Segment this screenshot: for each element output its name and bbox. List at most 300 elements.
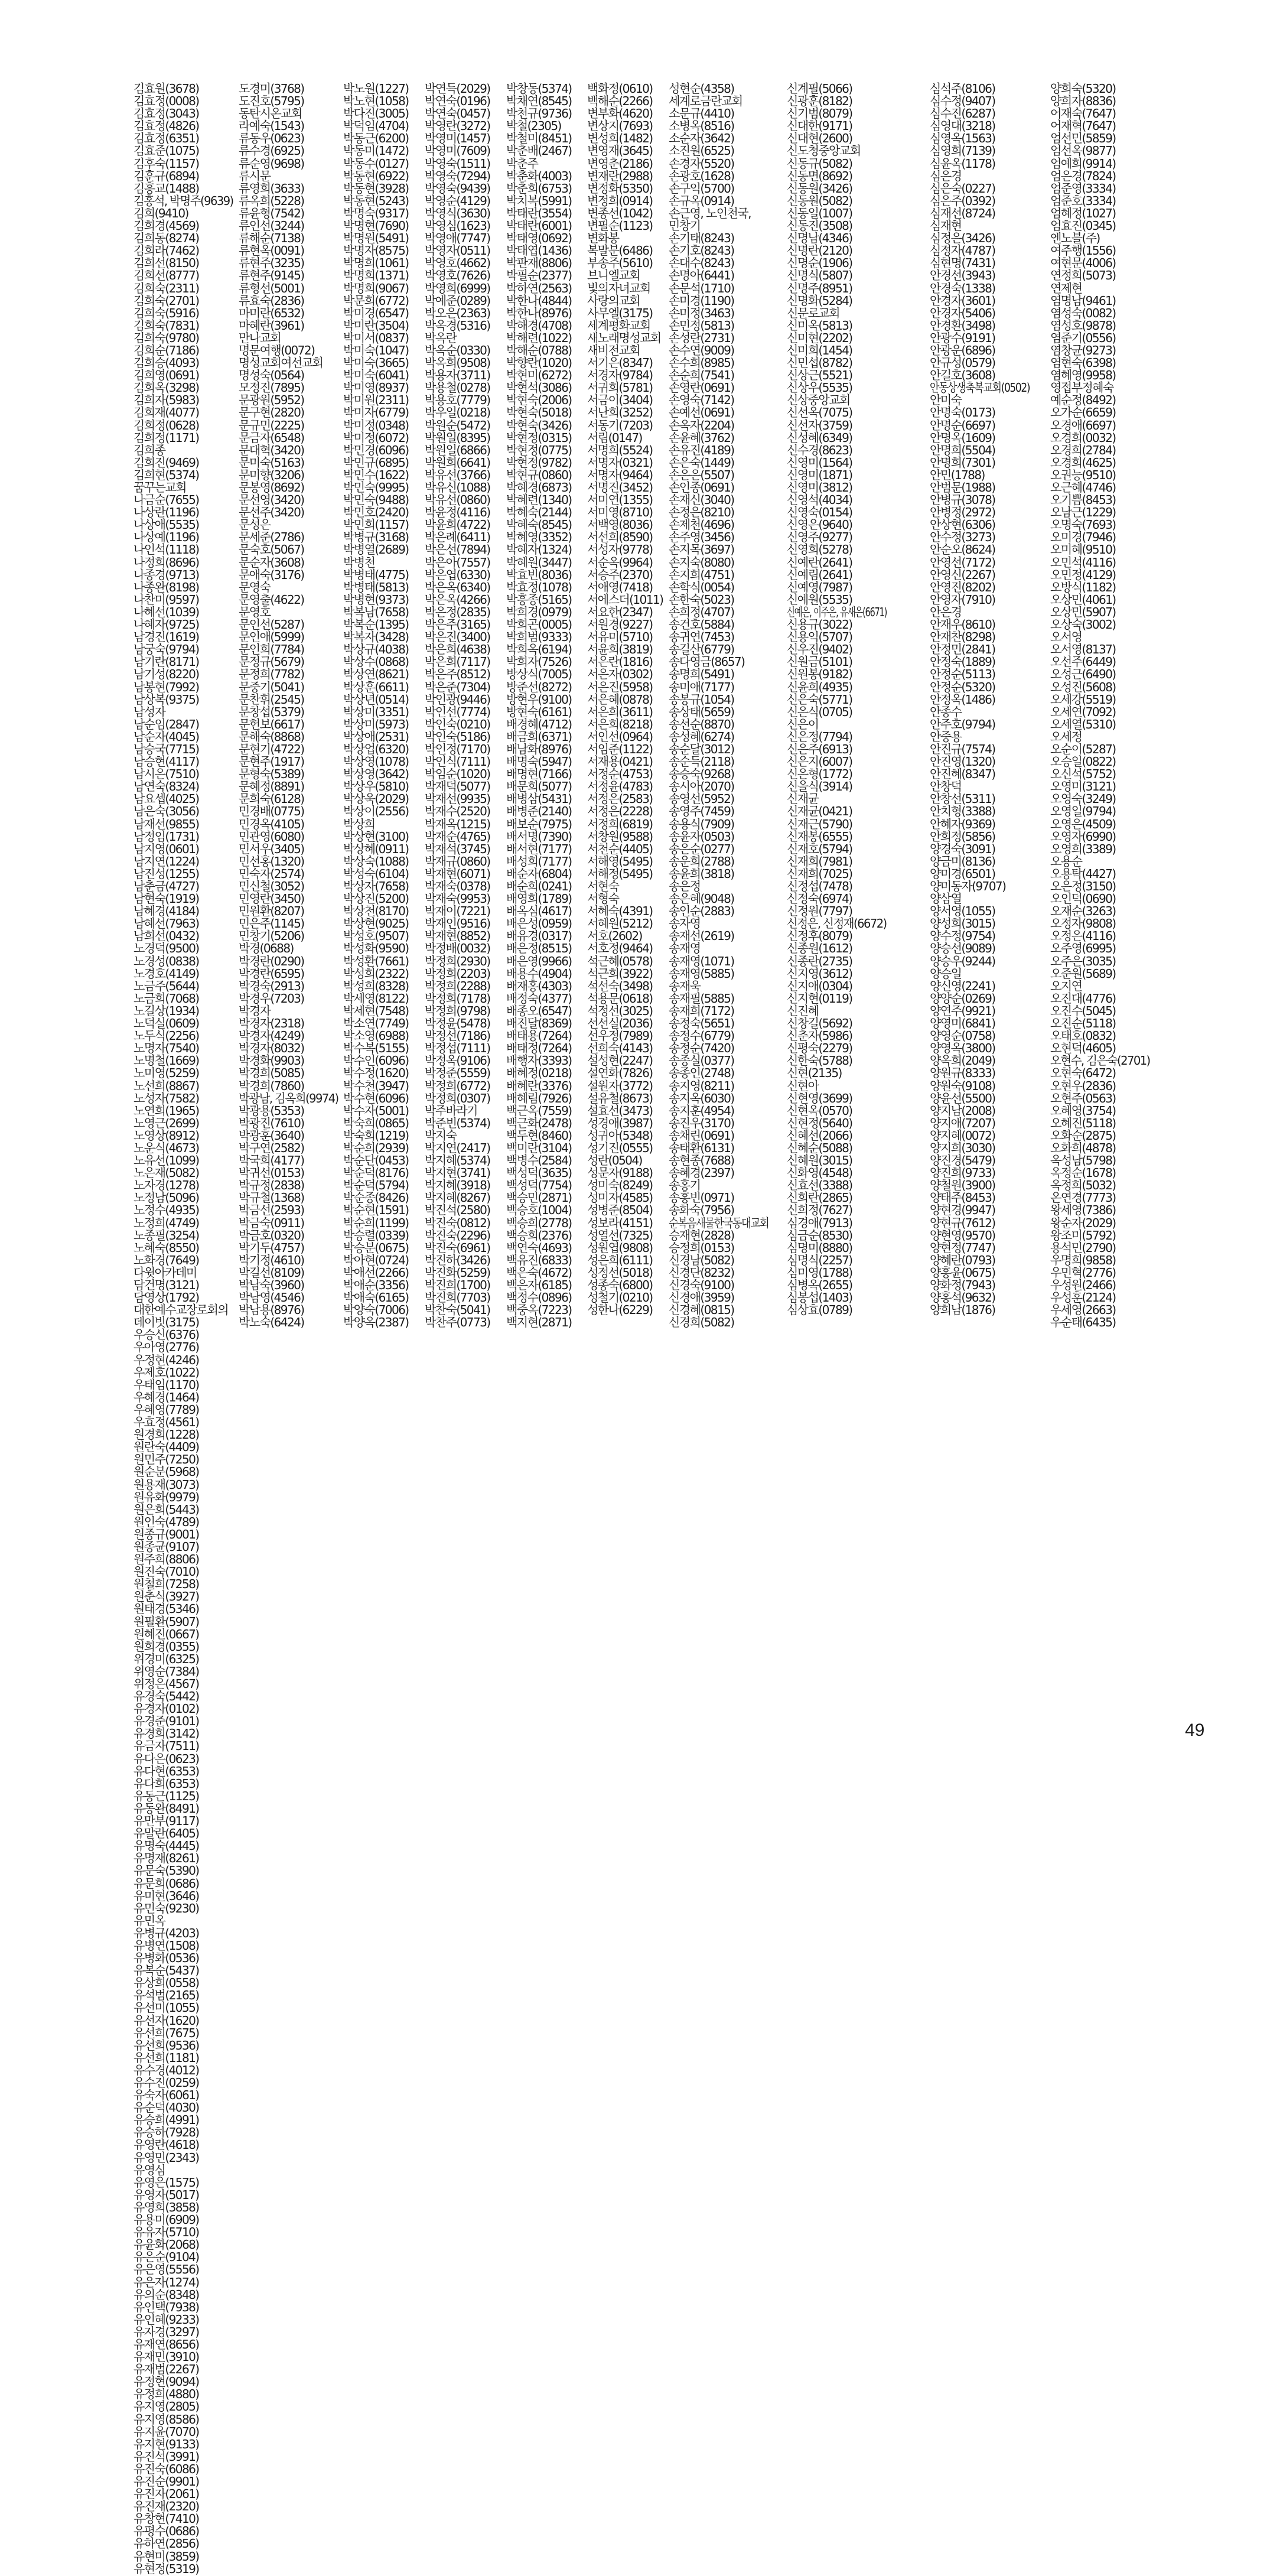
- donor-name-entry: 송채린(0691): [668, 1128, 734, 1143]
- donor-name-entry: 서은희(3611): [587, 704, 653, 719]
- donor-name-entry: 안범문(1988): [930, 480, 995, 495]
- donor-name-entry: 박문희(6772): [343, 293, 409, 308]
- donor-name-entry: 신영미(1871): [787, 467, 852, 482]
- donor-name-entry: 박승렬(0339): [343, 1228, 409, 1243]
- donor-name-entry: 박민수(1622): [343, 467, 409, 482]
- donor-name-entry: 양지혜(0072): [930, 1128, 995, 1143]
- donor-name-entry: 손성란(2731): [668, 330, 734, 345]
- donor-name-entry: 나종경(9713): [133, 567, 199, 582]
- donor-name-entry: 신예란(2641): [787, 555, 852, 570]
- donor-name-entry: 류현옥(0091): [238, 243, 304, 258]
- donor-name-entry: 박정희(0307): [424, 1091, 490, 1105]
- donor-name-entry: 심병옥(2655): [787, 1278, 852, 1292]
- donor-name-entry: 양영순(0758): [930, 1029, 995, 1043]
- donor-name-entry: 문현기(4722): [238, 741, 304, 756]
- donor-name-entry: 박순현(1591): [343, 1203, 409, 1218]
- donor-name-entry: 박은옥(6340): [424, 580, 490, 594]
- donor-name-entry: 유자경(3297): [133, 2324, 199, 2339]
- donor-name-entry: 백성덕(3635): [506, 1166, 572, 1180]
- donor-name-entry: 유하연(2856): [133, 2536, 199, 2551]
- donor-name-entry: 심경애(7913): [787, 1215, 852, 1230]
- donor-name-entry: 박순덕(8176): [343, 1166, 409, 1180]
- donor-name-entry: 남정임(1731): [133, 829, 199, 844]
- donor-name-entry: 오주영(6995): [1050, 941, 1116, 956]
- donor-name-entry: 오용탁(4427): [1050, 866, 1116, 881]
- donor-name-entry: 신윤희(4935): [787, 679, 852, 694]
- donor-name-entry: 석근희(3922): [587, 966, 653, 981]
- donor-name-entry: 박은옥(4266): [424, 592, 490, 607]
- donor-name-entry: 민신철(3052): [238, 879, 304, 893]
- donor-name-entry: 송윤희(3818): [668, 866, 734, 881]
- donor-name-entry: 안병정(2972): [930, 505, 995, 520]
- donor-name-entry: 박영순(4129): [424, 193, 490, 208]
- donor-name-entry: 송종실(0377): [668, 1053, 734, 1068]
- donor-name-entry: 왕세영(7386): [1050, 1203, 1116, 1218]
- donor-name-entry: 신명순(1906): [787, 256, 852, 271]
- donor-name-entry: 박명희(1371): [343, 268, 409, 283]
- donor-name-entry: 오영은(4509): [1050, 817, 1116, 831]
- donor-name-entry: 배진달(8369): [506, 1016, 572, 1031]
- donor-name-entry: 라예숙(1543): [238, 119, 304, 134]
- donor-name-entry: 원종균(9107): [133, 1539, 199, 1554]
- donor-name-entry: 심봉섭(1403): [787, 1290, 852, 1305]
- donor-name-entry: 박유선(3766): [424, 467, 490, 482]
- donor-name-entry: 안희정(5856): [930, 829, 995, 844]
- donor-name-entry: 박영애(7747): [424, 231, 490, 246]
- donor-name-entry: 신은주(6913): [787, 741, 852, 756]
- donor-name-entry: 심영옥(1563): [930, 131, 995, 146]
- donor-name-entry: 박태영(0692): [506, 231, 572, 246]
- donor-name-entry: 방상식(7005): [506, 667, 572, 682]
- donor-name-entry: 우제호(1022): [133, 1365, 199, 1380]
- donor-name-entry: 박성환(7661): [343, 954, 409, 968]
- donor-name-entry: 성열선(7325): [587, 1228, 653, 1243]
- donor-name-entry: 박경자(8032): [238, 1041, 304, 1056]
- donor-name-entry: 유승하(7928): [133, 2125, 199, 2140]
- donor-name-entry: 송상태(5659): [668, 704, 734, 719]
- donor-name-entry: 어재숙(7647): [1050, 106, 1116, 121]
- donor-name-entry: 성현순(4358): [668, 82, 734, 96]
- donor-name-entry: 송화숙(7956): [668, 1203, 734, 1218]
- donor-name-entry: 김희선(8150): [133, 256, 199, 271]
- donor-name-entry: 박상우(5810): [343, 779, 409, 794]
- donor-name-entry: 문영숙: [238, 580, 270, 594]
- donor-name-entry: 신지애(0304): [787, 978, 852, 993]
- donor-name-entry: 서동기(7203): [587, 418, 653, 432]
- donor-name-entry: 손인종(0691): [668, 480, 734, 495]
- donor-name-entry: 박재선(9935): [424, 792, 490, 806]
- donor-name-entry: 박미숙(3665): [343, 356, 409, 370]
- donor-name-entry: 김희동(8274): [133, 231, 199, 246]
- donor-name-entry: 박찬숙(5041): [424, 1303, 490, 1318]
- donor-name-entry: 서호(2602): [587, 929, 643, 944]
- donor-name-entry: 나상애(5535): [133, 518, 199, 532]
- donor-name-entry: 성경애(3987): [587, 1115, 653, 1130]
- donor-name-entry: 원은희(5443): [133, 1502, 199, 1517]
- donor-name-entry: 송명희(5491): [668, 667, 734, 682]
- donor-name-entry: 신원금(5101): [787, 655, 852, 669]
- donor-name-entry: 남순임(2847): [133, 717, 199, 731]
- donor-name-entry: 남혜경(4184): [133, 904, 199, 919]
- donor-name-entry: 서애영(7418): [587, 580, 653, 594]
- donor-name-entry: 신재균: [787, 792, 819, 806]
- donor-name-entry: 박지숙: [424, 1128, 457, 1143]
- donor-name-entry: 박진숙(2296): [424, 1228, 490, 1243]
- donor-name-entry: 원유화(9979): [133, 1489, 199, 1504]
- donor-name-entry: 민숙자(2574): [238, 866, 304, 881]
- donor-name-entry: 염현숙(6398): [1050, 356, 1116, 370]
- donor-name-entry: 박혜영(3352): [506, 530, 572, 545]
- donor-name-entry: 나찬미(9597): [133, 592, 199, 607]
- donor-name-entry: 신미희(1454): [787, 343, 852, 357]
- donor-name-entry: 오진순(5118): [1050, 1016, 1116, 1031]
- donor-name-entry: 백유진(6833): [506, 1253, 572, 1267]
- donor-name-entry: 신정후(8079): [787, 929, 852, 944]
- donor-name-entry: 신상우(5535): [787, 380, 852, 395]
- donor-name-entry: 신지영(3612): [787, 966, 852, 981]
- donor-name-entry: 박동현(6922): [343, 168, 409, 183]
- donor-name-entry: 신용규(3022): [787, 617, 852, 632]
- donor-name-entry: 심금순(8530): [787, 1228, 852, 1243]
- donor-name-entry: 박상희: [343, 817, 375, 831]
- donor-name-entry: 모정진(7895): [238, 380, 304, 395]
- donor-name-entry: 손미경(1190): [668, 293, 734, 308]
- donor-name-entry: 송재선(2619): [668, 929, 734, 944]
- donor-name-entry: 안혜자(9369): [930, 817, 995, 831]
- donor-name-entry: 신경혜(0815): [668, 1303, 734, 1318]
- donor-name-entry: 남연숙(8324): [133, 779, 199, 794]
- donor-name-entry: 도진호(5795): [238, 94, 304, 109]
- donor-name-entry: 노정희(4749): [133, 1215, 199, 1230]
- donor-name-entry: 배병준(2140): [506, 804, 572, 819]
- donor-name-entry: 서혜원(5212): [587, 916, 653, 931]
- donor-name-entry: 민원환(8207): [238, 904, 304, 919]
- name-column: [669, 83, 787, 1329]
- donor-name-entry: 심은경: [930, 168, 962, 183]
- donor-name-entry: 오현수, 김은숙(2701): [1050, 1053, 1151, 1068]
- donor-name-entry: 박미란(3504): [343, 318, 409, 333]
- donor-name-entry: 나상예(1196): [133, 530, 199, 545]
- donor-name-entry: 김희라(7462): [133, 243, 199, 258]
- donor-name-entry: 박정섭(7111): [424, 1041, 490, 1056]
- donor-name-entry: 류형선(5001): [238, 281, 304, 295]
- donor-name-entry: 송정숙(5651): [668, 1016, 734, 1031]
- donor-name-entry: 배경혜(4712): [506, 717, 572, 731]
- donor-name-entry: 박동근(6200): [343, 131, 409, 146]
- donor-name-entry: 배남화(8976): [506, 741, 572, 756]
- donor-name-entry: 박희곤(0005): [506, 617, 572, 632]
- donor-name-entry: 유경준(9101): [133, 1714, 199, 1729]
- donor-name-entry: 손미정(3463): [668, 305, 734, 320]
- donor-name-entry: 만나교회: [238, 330, 281, 345]
- donor-name-entry: 류인선(3244): [238, 219, 304, 233]
- donor-name-entry: 엄선옥(9877): [1050, 144, 1116, 158]
- donor-name-entry: 양금미(8136): [930, 854, 995, 869]
- donor-name-entry: 박정희(7178): [424, 991, 490, 1006]
- donor-name-entry: 성병준(8504): [587, 1203, 653, 1218]
- donor-name-entry: 박윤희(4722): [424, 518, 490, 532]
- donor-name-entry: 남혜선(7963): [133, 916, 199, 931]
- donor-name-entry: 박희범(9333): [506, 630, 572, 645]
- donor-name-entry: 박정희(2203): [424, 966, 490, 981]
- donor-name-entry: 박현미(6272): [506, 368, 572, 383]
- donor-name-entry: 민창기: [668, 219, 701, 233]
- donor-name-entry: 박경희(7860): [238, 1078, 304, 1093]
- donor-name-entry: 안수정(3273): [930, 530, 995, 545]
- donor-name-entry: 신현영(3699): [787, 1091, 852, 1105]
- donor-name-entry: 양승우(9244): [930, 954, 995, 968]
- donor-name-entry: 우정현(4246): [133, 1352, 199, 1367]
- donor-name-entry: 유수경(4012): [133, 2063, 199, 2077]
- donor-name-entry: 박미숙(1047): [343, 343, 409, 357]
- donor-name-entry: 박지혜(5374): [424, 1153, 490, 1168]
- donor-name-entry: 설성현(2247): [587, 1053, 653, 1068]
- donor-name-entry: 신동진(3508): [787, 219, 852, 233]
- donor-name-entry: 유은순(9104): [133, 2250, 199, 2265]
- donor-name-entry: 류효숙(2836): [238, 293, 304, 308]
- donor-name-entry: 성보라(4151): [587, 1215, 653, 1230]
- donor-name-entry: 박혜자(1324): [506, 542, 572, 557]
- donor-name-entry: 오경희(2784): [1050, 443, 1116, 457]
- donor-name-entry: 유재범(2267): [133, 2362, 199, 2377]
- donor-name-entry: 박영란(3272): [424, 119, 490, 134]
- donor-name-entry: 박상천(8170): [343, 904, 409, 919]
- donor-name-entry: 오화희(4878): [1050, 1140, 1116, 1155]
- donor-name-entry: 박숙희(0865): [343, 1115, 409, 1130]
- donor-name-entry: 박은준(7304): [424, 679, 490, 694]
- donor-name-entry: 서창원(9588): [587, 829, 653, 844]
- donor-name-entry: 남경진(1619): [133, 630, 199, 645]
- donor-name-entry: 노영상(8912): [133, 1128, 199, 1143]
- donor-name-entry: 원종규(9001): [133, 1527, 199, 1541]
- donor-name-entry: 신한숙(5788): [787, 1053, 852, 1068]
- donor-name-entry: 유윤화(2068): [133, 2237, 199, 2252]
- donor-name-entry: 박애선(2266): [343, 1265, 409, 1280]
- donor-name-entry: 박국희(4177): [238, 1153, 304, 1168]
- donor-name-entry: 선우정(7989): [587, 1029, 653, 1043]
- donor-name-entry: 유의순(8348): [133, 2287, 199, 2302]
- donor-name-entry: 배은영(9966): [506, 954, 572, 968]
- donor-name-entry: 안병규(3078): [930, 493, 995, 508]
- donor-name-entry: 안주호(9794): [930, 717, 995, 731]
- donor-name-entry: 서은혜(0878): [587, 692, 653, 707]
- donor-name-entry: 양지애(7207): [930, 1115, 995, 1130]
- donor-name-entry: 신예원(5535): [787, 592, 852, 607]
- donor-name-entry: 양성희(3015): [930, 916, 995, 931]
- donor-name-entry: 노금주(5644): [133, 978, 199, 993]
- donor-name-entry: 신종원(1612): [787, 941, 852, 956]
- donor-name-entry: 오세열(5310): [1050, 717, 1116, 731]
- donor-name-entry: 심미영(1788): [787, 1265, 852, 1280]
- donor-name-entry: 신경희(5082): [668, 1315, 734, 1330]
- donor-name-entry: 신을식(3914): [787, 779, 852, 794]
- donor-name-entry: 손주영(3456): [668, 530, 734, 545]
- donor-name-entry: 송은정: [668, 879, 701, 893]
- donor-name-entry: 오정자(9808): [1050, 916, 1116, 931]
- donor-name-entry: 나상란(1196): [133, 505, 199, 520]
- donor-name-entry: 서정윤(4783): [587, 779, 653, 794]
- donor-name-entry: 박금숙(0911): [238, 1215, 304, 1230]
- donor-name-entry: 세계평화교회: [587, 318, 650, 333]
- donor-name-entry: 박진희(1700): [424, 1278, 490, 1292]
- donor-name-entry: 박은례(6411): [424, 530, 490, 545]
- donor-name-entry: 박명희(1061): [343, 256, 409, 271]
- donor-name-entry: 원용재(3073): [133, 1477, 199, 1492]
- donor-name-entry: 안진혜(8347): [930, 767, 995, 782]
- donor-name-entry: 박구연(2582): [238, 1140, 304, 1155]
- donor-name-entry: 박현숙(5018): [506, 405, 572, 420]
- donor-name-entry: 성미자(4585): [587, 1191, 653, 1205]
- donor-name-entry: 박상수(0868): [343, 655, 409, 669]
- donor-name-entry: 엄준호(3334): [1050, 193, 1116, 208]
- donor-name-entry: 김희재(4077): [133, 405, 199, 420]
- donor-name-entry: 소병옥(8516): [668, 119, 734, 134]
- donor-name-entry: 유선희(9536): [133, 2038, 199, 2053]
- donor-name-entry: 박경희(5085): [238, 1066, 304, 1081]
- donor-name-entry: 서천순(4405): [587, 841, 653, 856]
- donor-name-entry: 마미란(6532): [238, 305, 304, 320]
- donor-name-entry: 박유신(1088): [424, 480, 490, 495]
- donor-name-entry: 오현덕(4605): [1050, 1041, 1116, 1056]
- donor-name-entry: 신정은, 신정재(6672): [787, 916, 887, 931]
- donor-name-entry: 손민정(5813): [668, 318, 734, 333]
- donor-name-entry: 박세영(8122): [343, 991, 409, 1006]
- donor-name-entry: 배정숙(4377): [506, 991, 572, 1006]
- donor-name-entry: 송미애(7177): [668, 679, 734, 694]
- donor-name-entry: 소진원(6525): [668, 144, 734, 158]
- donor-name-entry: 유정희(4880): [133, 2387, 199, 2402]
- donor-name-entry: 오성근(6490): [1050, 667, 1116, 682]
- donor-name-entry: 박수천(3947): [343, 1078, 409, 1093]
- donor-name-entry: 배순자(6804): [506, 866, 572, 881]
- donor-name-entry: 박효정(1078): [506, 580, 572, 594]
- donor-name-entry: 김희영(0691): [133, 368, 199, 383]
- donor-name-entry: 박상규(4038): [343, 642, 409, 657]
- donor-name-entry: 유복순(5437): [133, 1963, 199, 1978]
- donor-name-entry: 노길상(1934): [133, 1003, 199, 1018]
- donor-name-entry: 박현정(0315): [506, 430, 572, 445]
- donor-name-entry: 박하연(2563): [506, 281, 572, 295]
- donor-name-entry: 오민석(4116): [1050, 555, 1116, 570]
- donor-name-entry: 양서영(1055): [930, 904, 995, 919]
- donor-name-entry: 박상미(5973): [343, 717, 409, 731]
- donor-name-entry: 노자경(1278): [133, 1178, 199, 1193]
- donor-name-entry: 양영옥(3800): [930, 1041, 995, 1056]
- donor-name-entry: 김희정(1171): [133, 430, 199, 445]
- donor-name-entry: 유병규(4203): [133, 1926, 199, 1940]
- donor-name-entry: 배순희(0241): [506, 879, 572, 893]
- donor-name-entry: 노미영(5259): [133, 1066, 199, 1081]
- donor-name-entry: 박동수(0127): [343, 156, 409, 171]
- donor-name-entry: 박영심(1623): [424, 219, 490, 233]
- donor-name-entry: 신동일(1007): [787, 206, 852, 220]
- donor-name-entry: 배유경(0317): [506, 929, 572, 944]
- donor-name-entry: 김희승(4093): [133, 356, 199, 370]
- donor-name-entry: 송윤자(0503): [668, 829, 734, 844]
- donor-name-entry: 박진화(5259): [424, 1265, 490, 1280]
- donor-name-entry: 손재신(3040): [668, 493, 734, 508]
- donor-name-entry: 박해순(0788): [506, 343, 572, 357]
- donor-name-entry: 새노래명성교회: [587, 330, 661, 345]
- donor-name-entry: 성원엽(9808): [587, 1240, 653, 1255]
- donor-name-entry: 문혜정(8891): [238, 779, 304, 794]
- donor-name-entry: 안상현(6306): [930, 518, 995, 532]
- donor-name-entry: 유수진(0259): [133, 2076, 199, 2090]
- donor-name-entry: 손지목(3697): [668, 542, 734, 557]
- donor-name-entry: 송순득(2118): [668, 754, 734, 769]
- donor-name-entry: 오혜영(3754): [1050, 1103, 1116, 1118]
- donor-name-entry: 남시은(7510): [133, 767, 199, 782]
- donor-name-entry: 박옥순(0330): [424, 343, 490, 357]
- donor-name-entry: 유순덕(4030): [133, 2100, 199, 2115]
- donor-name-entry: 유용미(6909): [133, 2213, 199, 2227]
- donor-name-entry: 신명란(2120): [787, 243, 852, 258]
- donor-name-entry: 신영은(9640): [787, 518, 852, 532]
- donor-name-entry: 신현옥(0570): [787, 1103, 852, 1118]
- donor-name-entry: 박동현(5243): [343, 193, 409, 208]
- donor-name-entry: 안정옥(1486): [930, 692, 995, 707]
- donor-name-entry: 백은자(6185): [506, 1278, 572, 1292]
- donor-name-entry: 문선영(3420): [238, 493, 304, 508]
- donor-name-entry: 박병규(3168): [343, 530, 409, 545]
- donor-name-entry: 문광원(5952): [238, 393, 304, 408]
- donor-name-entry: 안순오(8624): [930, 542, 995, 557]
- donor-name-entry: 박태엽(1436): [506, 243, 572, 258]
- donor-name-entry: 안정숙(1889): [930, 655, 995, 669]
- donor-name-entry: 오성진(5608): [1050, 679, 1116, 694]
- donor-name-entry: 박현정(0775): [506, 443, 572, 457]
- donor-name-entry: 변영춘(2186): [587, 156, 653, 171]
- donor-name-entry: 안경숙(1338): [930, 281, 995, 295]
- donor-name-entry: 오승일(0822): [1050, 754, 1116, 769]
- donor-name-entry: 문순자(3608): [238, 555, 304, 570]
- donor-name-entry: 배명숙(5947): [506, 754, 572, 769]
- donor-name-entry: 유평수(0686): [133, 2524, 199, 2539]
- donor-name-entry: 손근영, 노인천국,: [668, 206, 751, 220]
- donor-name-entry: 위경미(6325): [133, 1651, 199, 1666]
- donor-name-entry: 양영미(6841): [930, 1016, 995, 1031]
- donor-name-entry: 백성덕(7754): [506, 1178, 572, 1193]
- donor-name-entry: 박성희(8328): [343, 978, 409, 993]
- donor-name-entry: 문애숙(3176): [238, 567, 304, 582]
- donor-name-entry: 오태호(0832): [1050, 1029, 1116, 1043]
- donor-name-entry: 소순자(3642): [668, 131, 734, 146]
- donor-name-entry: 안종수: [930, 704, 962, 719]
- donor-name-entry: 안영자(7910): [930, 592, 995, 607]
- donor-name-entry: 문숙호(5067): [238, 542, 304, 557]
- donor-name-entry: 김희자(5983): [133, 393, 199, 408]
- donor-name-entry: 심수정(9407): [930, 94, 995, 109]
- donor-name-entry: 박재현(8852): [424, 929, 490, 944]
- donor-name-entry: 박양숙(7006): [343, 1303, 409, 1318]
- donor-name-entry: 송영선(5952): [668, 792, 734, 806]
- donor-name-entry: 송지옥(6030): [668, 1091, 734, 1105]
- donor-name-entry: 배혜림(7926): [506, 1091, 572, 1105]
- donor-name-entry: 소문규(4410): [668, 106, 734, 121]
- donor-name-entry: 박재현(6071): [424, 866, 490, 881]
- donor-name-entry: 박광용(5353): [238, 1103, 304, 1118]
- donor-name-entry: 안진영(1320): [930, 754, 995, 769]
- donor-name-entry: 박상년(0514): [343, 692, 409, 707]
- donor-name-entry: 유민숙(9230): [133, 1901, 199, 1915]
- donor-name-entry: 박우일(0218): [424, 405, 490, 420]
- donor-name-entry: 송귀연(7453): [668, 630, 734, 645]
- donor-name-entry: 민경옥(4105): [238, 817, 304, 831]
- donor-name-entry: 박효빈(8036): [506, 567, 572, 582]
- donor-name-entry: 위영순(7384): [133, 1664, 199, 1679]
- donor-name-entry: 유정현(9094): [133, 2375, 199, 2389]
- donor-name-entry: 김흥교(1488): [133, 181, 199, 196]
